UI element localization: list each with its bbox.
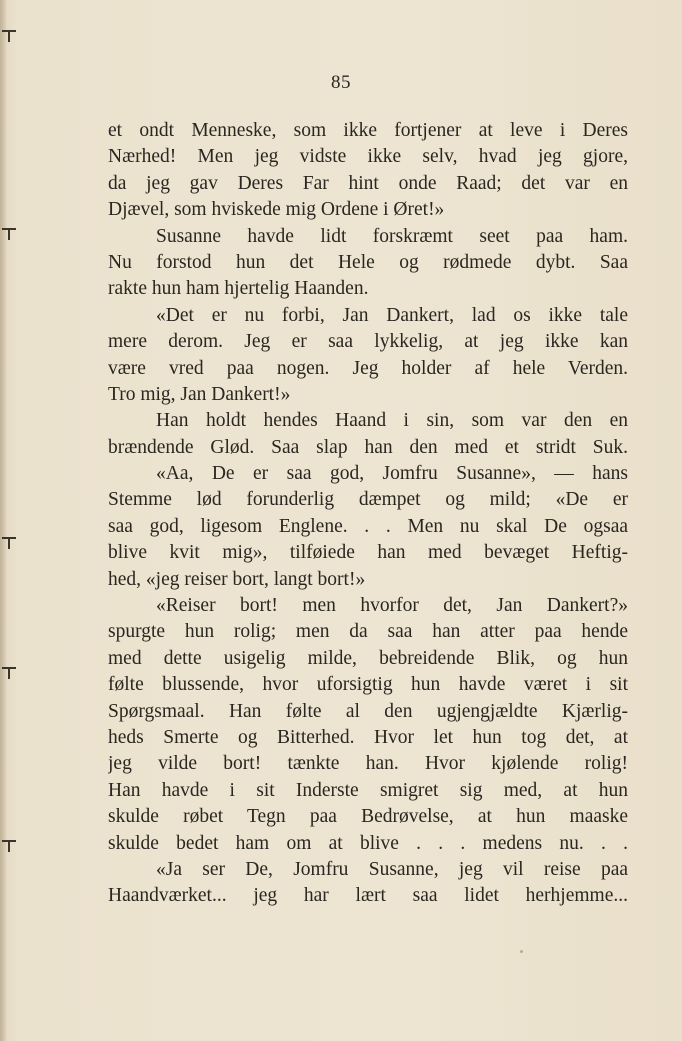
- text-line: skulde røbet Tegn paa Bedrøvelse, at hun maaske: [108, 806, 628, 828]
- text-line: blive kvit mig», tilføiede han med bevæget Heftig-: [108, 542, 628, 564]
- margin-tab-mark: [2, 30, 16, 32]
- text-line: saa god, ligesom Englene. . . Men nu skal De ogsaa: [108, 515, 628, 537]
- text-line: Nu forstod hun det Hele og rødmede dybt. Saa: [108, 251, 628, 273]
- text-line: «Ja ser De, Jomfru Susanne, jeg vil reise paa: [156, 858, 628, 880]
- text-line: heds Smerte og Bitterhed. Hvor let hun tog det, at: [108, 726, 628, 748]
- margin-tab-mark: [2, 840, 16, 842]
- text-line: da jeg gav Deres Far hint onde Raad; det var en: [108, 172, 628, 194]
- margin-tab-mark: [2, 667, 16, 669]
- text-line: «Det er nu forbi, Jan Dankert, lad os ikke tale: [156, 304, 628, 326]
- text-line: med dette usigelig milde, bebreidende Blik, og hun: [108, 647, 628, 669]
- binding-edge: [0, 0, 6, 1041]
- text-line: Djævel, som hviskede mig Ordene i Øret!»: [108, 199, 445, 221]
- text-line: rakte hun ham hjertelig Haanden.: [108, 278, 369, 300]
- text-line: spurgte hun rolig; men da saa han atter paa hende: [108, 621, 628, 643]
- text-line: følte blussende, hvor uforsigtig hun havde været i sit: [108, 674, 628, 696]
- text-line: «Aa, De er saa god, Jomfru Susanne», — hans: [156, 463, 628, 485]
- text-line: Susanne havde lidt forskræmt seet paa ham.: [156, 225, 628, 247]
- text-line: et ondt Menneske, som ikke fortjener at leve i Deres: [108, 120, 628, 141]
- text-line: Spørgsmaal. Han følte al den ugjengjældte Kjærlig-: [108, 700, 628, 722]
- text-line: Stemme lød forunderlig dæmpet og mild; «De er: [108, 489, 628, 511]
- body-text: [108, 118, 628, 910]
- text-line: brændende Glød. Saa slap han den med et stridt Suk.: [108, 436, 628, 458]
- text-line: være vred paa nogen. Jeg holder af hele Verden.: [108, 357, 628, 379]
- text-line: jeg vilde bort! tænkte han. Hvor kjølende rolig!: [108, 753, 628, 775]
- page-number: 85: [331, 72, 351, 93]
- text-line: Nærhed! Men jeg vidste ikke selv, hvad jeg gjore,: [108, 146, 628, 168]
- text-line: Tro mig, Jan Dankert!»: [108, 383, 291, 405]
- text-line: hed, «jeg reiser bort, langt bort!»: [108, 568, 366, 590]
- text-line: mere derom. Jeg er saa lykkelig, at jeg ikke kan: [108, 331, 628, 353]
- print-speck: [520, 950, 523, 953]
- text-line: Han havde i sit Inderste smigret sig med, at hun: [108, 779, 628, 801]
- text-line: «Reiser bort! men hvorfor det, Jan Dankert?»: [156, 595, 628, 617]
- margin-tab-mark: [2, 228, 16, 230]
- margin-tab-mark: [2, 537, 16, 539]
- text-line: Haandværket... jeg har lært saa lidet herhjemme...: [108, 885, 628, 907]
- text-line: skulde bedet ham om at blive . . . medens nu. . .: [108, 832, 628, 854]
- text-line: Han holdt hendes Haand i sin, som var den en: [156, 410, 628, 432]
